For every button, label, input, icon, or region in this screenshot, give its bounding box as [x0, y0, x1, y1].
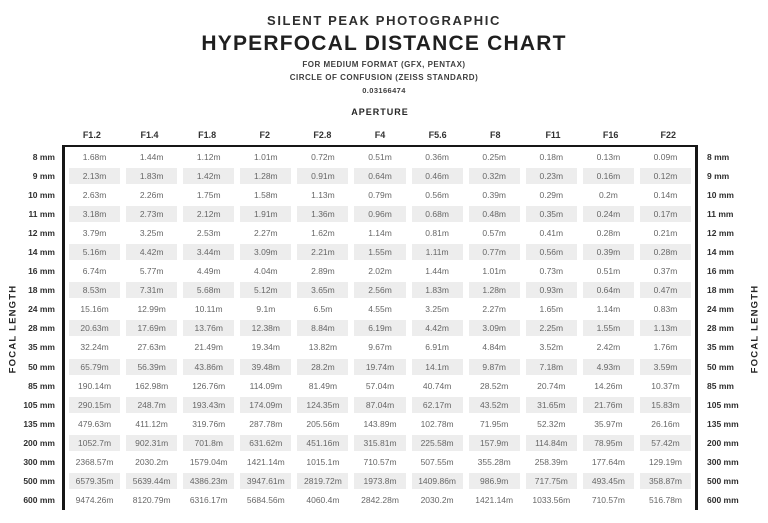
row-label: 14 mm: [707, 247, 734, 258]
table-cell: 2030.2m: [420, 495, 454, 506]
table-cell: 319.76m: [192, 418, 226, 429]
subtitle-coc: CIRCLE OF CONFUSION (ZEISS STANDARD): [289, 73, 479, 82]
table-cell: 0.35m: [526, 206, 577, 222]
table-cell: 9.67m: [368, 342, 392, 353]
table-cell: 27.63m: [137, 342, 166, 353]
table-cell: 1.44m: [139, 151, 164, 162]
table-row: [65, 453, 695, 472]
table-cell: 21.76m: [583, 397, 634, 413]
table-cell: 0.16m: [583, 168, 634, 184]
table-cell: 114.84m: [526, 435, 577, 451]
table-cell: 2819.72m: [297, 473, 348, 489]
table-cell: 1579.04m: [189, 457, 228, 468]
table-cell: 6579.35m: [69, 473, 120, 489]
table-cell: 0.28m: [596, 227, 621, 238]
row-label: 12 mm: [707, 227, 734, 238]
table-cell: 19.34m: [251, 342, 280, 353]
table-cell: 7.31m: [126, 282, 177, 298]
table-cell: 162.98m: [135, 380, 169, 391]
aperture-header-row: [62, 125, 698, 145]
row-label: 105 mm: [707, 399, 739, 410]
table-cell: 710.57m: [363, 457, 397, 468]
table-cell: 0.57m: [482, 227, 507, 238]
focal-length-label-left: FOCAL LENGTH: [7, 284, 19, 374]
table-row: [65, 223, 695, 242]
table-cell: 3.79m: [82, 227, 107, 238]
table-cell: 2368.57m: [75, 457, 114, 468]
focal-length-axis-right: [742, 107, 768, 510]
table-cell: 15.16m: [80, 304, 109, 315]
table-cell: 4.84m: [482, 342, 507, 353]
table-cell: 1.13m: [640, 320, 691, 336]
row-label: 24 mm: [707, 304, 734, 315]
table-cell: 2.02m: [368, 266, 392, 277]
table-cell: 1.42m: [183, 168, 234, 184]
table-cell: 1.13m: [311, 189, 335, 200]
table-cell: 3.25m: [425, 304, 449, 315]
table-cell: 493.45m: [583, 473, 634, 489]
table-cell: 0.17m: [640, 206, 691, 222]
table-cell: 717.75m: [526, 473, 577, 489]
table-cell: 6.74m: [82, 266, 107, 277]
row-label: 8 mm: [707, 151, 730, 162]
aperture-col-header: F22: [660, 130, 676, 140]
row-label: 50 mm: [707, 361, 734, 372]
row-label: 9 mm: [707, 170, 730, 181]
table-cell: 0.36m: [425, 151, 449, 162]
table-cell: 0.18m: [539, 151, 564, 162]
table-cell: 2.27m: [482, 304, 507, 315]
table-row: [65, 147, 695, 166]
table-cell: 15.83m: [640, 397, 691, 413]
table-cell: 12.99m: [137, 304, 166, 315]
aperture-col-header: F4: [374, 130, 386, 140]
table-cell: 0.09m: [653, 151, 678, 162]
row-labels-left: [23, 107, 62, 510]
table-cell: 4.49m: [196, 266, 221, 277]
table-cell: 0.83m: [653, 304, 678, 315]
table-cell: 2.89m: [311, 266, 335, 277]
table-cell: 0.28m: [640, 244, 691, 260]
table-cell: 8.53m: [69, 282, 120, 298]
row-label: 10 mm: [707, 189, 734, 200]
table-cell: 3.25m: [139, 227, 164, 238]
table-cell: 28.52m: [480, 380, 509, 391]
table-cell: 0.72m: [311, 151, 335, 162]
table-cell: 114.09m: [249, 380, 283, 391]
table-row: [65, 204, 695, 223]
table-cell: 8.84m: [297, 320, 348, 336]
table-cell: 315.81m: [354, 435, 405, 451]
table-cell: 124.35m: [297, 397, 348, 413]
brand-title: SILENT PEAK PHOTOGRAPHIC: [267, 13, 501, 28]
table-cell: 56.39m: [126, 359, 177, 375]
table-cell: 1.01m: [254, 151, 278, 162]
table-row: [65, 281, 695, 300]
table-cell: 0.14m: [653, 189, 678, 200]
table-row: [65, 185, 695, 204]
table-cell: 4.42m: [412, 320, 463, 336]
table-cell: 10.37m: [651, 380, 680, 391]
table-cell: 13.82m: [308, 342, 338, 353]
table-cell: 411.12m: [135, 418, 168, 429]
table-cell: 0.91m: [297, 168, 348, 184]
subtitle-format: FOR MEDIUM FORMAT (GFX, PENTAX): [302, 60, 466, 69]
table-cell: 2842.28m: [361, 495, 399, 506]
table-cell: 2.56m: [354, 282, 405, 298]
table-cell: 0.96m: [354, 206, 405, 222]
row-label: 50 mm: [28, 361, 55, 372]
table-cell: 19.74m: [354, 359, 405, 375]
aperture-col-header: F8: [490, 130, 501, 140]
table-cell: 14.26m: [594, 380, 623, 391]
table-cell: 290.15m: [69, 397, 120, 413]
table-cell: 1033.56m: [532, 495, 571, 506]
table-cell: 21.49m: [194, 342, 223, 353]
labels-spacer: [698, 107, 742, 147]
table-cell: 0.13m: [596, 151, 621, 162]
table-cell: 0.73m: [539, 266, 564, 277]
table-cell: 2.53m: [196, 227, 221, 238]
table-cell: 0.79m: [368, 189, 392, 200]
row-label: 600 mm: [23, 495, 55, 506]
table-cell: 358.87m: [640, 473, 691, 489]
focal-length-axis-left: [0, 107, 26, 510]
row-label: 85 mm: [28, 380, 55, 391]
row-labels-right: [698, 107, 742, 510]
table-cell: 2.25m: [526, 320, 577, 336]
table-cell: 4.55m: [368, 304, 392, 315]
table-cell: 57.42m: [640, 435, 691, 451]
table-cell: 0.64m: [583, 282, 634, 298]
table-cell: 0.56m: [526, 244, 577, 260]
table-cell: 1.55m: [583, 320, 634, 336]
table-cell: 7.18m: [526, 359, 577, 375]
table-cell: 3.65m: [297, 282, 348, 298]
focal-length-label-right: FOCAL LENGTH: [749, 284, 761, 374]
table-cell: 9.87m: [469, 359, 520, 375]
table-cell: 1.83m: [126, 168, 177, 184]
table-cell: 190.14m: [78, 380, 112, 391]
masthead: [0, 0, 768, 95]
table-cell: 1421.14m: [246, 457, 285, 468]
table-cell: 2.21m: [297, 244, 348, 260]
row-label: 28 mm: [707, 323, 734, 334]
table-cell: 1.14m: [596, 304, 621, 315]
table-cell: 52.32m: [537, 418, 566, 429]
table-cell: 1.28m: [469, 282, 520, 298]
row-label: 85 mm: [707, 380, 734, 391]
aperture-col-header: F11: [545, 130, 561, 140]
aperture-col-header: F1.4: [140, 130, 159, 140]
table-cell: 1.76m: [653, 342, 678, 353]
aperture-label: APERTURE: [351, 107, 409, 117]
table-cell: 28.2m: [297, 359, 348, 375]
row-label: 35 mm: [707, 342, 734, 353]
table-cell: 1.65m: [539, 304, 564, 315]
table-cell: 0.68m: [412, 206, 463, 222]
table-cell: 8120.79m: [132, 495, 171, 506]
table-cell: 78.95m: [583, 435, 634, 451]
row-label: 24 mm: [28, 304, 55, 315]
coc-value: 0.03166474: [362, 86, 406, 95]
table-cell: 1.91m: [240, 206, 291, 222]
table-cell: 0.37m: [653, 266, 678, 277]
table-cell: 13.76m: [183, 320, 234, 336]
table-cell: 248.7m: [126, 397, 177, 413]
table-cell: 3.18m: [69, 206, 120, 222]
table-cell: 0.64m: [354, 168, 405, 184]
table-cell: 1973.8m: [354, 473, 405, 489]
table-cell: 0.21m: [653, 227, 678, 238]
table-cell: 3.09m: [469, 320, 520, 336]
table-cell: 355.28m: [477, 457, 511, 468]
table-row: [65, 433, 695, 452]
table-row: [65, 319, 695, 338]
table-cell: 205.56m: [306, 418, 340, 429]
row-label: 35 mm: [28, 342, 55, 353]
table-cell: 3.59m: [640, 359, 691, 375]
row-label: 135 mm: [707, 418, 739, 429]
table-cell: 1.01m: [482, 266, 507, 277]
table-cell: 14.1m: [412, 359, 463, 375]
table-cell: 0.12m: [640, 168, 691, 184]
table-cell: 4.04m: [254, 266, 278, 277]
table-cell: 0.32m: [469, 168, 520, 184]
table-row: [65, 414, 695, 433]
row-label: 9 mm: [32, 170, 55, 181]
table-cell: 2.13m: [69, 168, 120, 184]
table-cell: 12.38m: [240, 320, 291, 336]
table-cell: 2.73m: [126, 206, 177, 222]
table-cell: 4386.23m: [183, 473, 234, 489]
table-row: [65, 300, 695, 319]
table-cell: 0.46m: [412, 168, 463, 184]
table-cell: 174.09m: [240, 397, 291, 413]
table-cell: 6.19m: [354, 320, 405, 336]
table-cell: 0.93m: [526, 282, 577, 298]
table-cell: 1.14m: [368, 227, 392, 238]
table-cell: 1.36m: [297, 206, 348, 222]
row-label: 14 mm: [28, 247, 55, 258]
table-cell: 1.75m: [196, 189, 221, 200]
table-cell: 1.44m: [425, 266, 449, 277]
table-cell: 126.76m: [192, 380, 226, 391]
table-cell: 2.42m: [596, 342, 621, 353]
table-cell: 4.93m: [583, 359, 634, 375]
table-cell: 1.55m: [354, 244, 405, 260]
table-cell: 20.63m: [69, 320, 120, 336]
row-label: 12 mm: [28, 227, 55, 238]
table-cell: 1.11m: [412, 244, 463, 260]
row-label: 8 mm: [32, 151, 55, 162]
data-rows-frame: [62, 145, 698, 510]
table-cell: 451.16m: [297, 435, 348, 451]
hyperfocal-table: [0, 107, 768, 510]
table-cell: 0.47m: [640, 282, 691, 298]
table-cell: 6.5m: [313, 304, 333, 315]
aperture-col-header: F1.8: [198, 130, 217, 140]
table-cell: 0.39m: [583, 244, 634, 260]
row-label: 105 mm: [23, 399, 55, 410]
table-cell: 5.77m: [139, 266, 164, 277]
table-cell: 0.25m: [482, 151, 507, 162]
table-cell: 0.24m: [583, 206, 634, 222]
table-cell: 40.74m: [422, 380, 452, 391]
table-cell: 5.68m: [183, 282, 234, 298]
table-cell: 2.12m: [183, 206, 234, 222]
table-cell: 35.97m: [594, 418, 623, 429]
table-cell: 81.49m: [308, 380, 338, 391]
table-cell: 20.74m: [537, 380, 566, 391]
table-row: [65, 338, 695, 357]
table-cell: 62.17m: [412, 397, 463, 413]
table-cell: 6.91m: [425, 342, 449, 353]
table-cell: 2.27m: [254, 227, 278, 238]
table-cell: 9.1m: [256, 304, 276, 315]
table-cell: 26.16m: [651, 418, 680, 429]
table-cell: 57.04m: [365, 380, 395, 391]
table-cell: 129.19m: [648, 457, 683, 468]
table-cell: 43.86m: [183, 359, 234, 375]
table-cell: 1015.1m: [306, 457, 340, 468]
table-cell: 71.95m: [480, 418, 509, 429]
table-cell: 0.2m: [598, 189, 618, 200]
labels-spacer: [26, 107, 62, 147]
table-row: [65, 376, 695, 395]
table-cell: 258.39m: [534, 457, 568, 468]
row-label: 16 mm: [707, 266, 734, 277]
row-label: 18 mm: [28, 285, 55, 296]
table-data-column: [62, 107, 698, 510]
table-cell: 102.78m: [420, 418, 454, 429]
table-row: [65, 242, 695, 261]
table-cell: 87.04m: [354, 397, 405, 413]
table-cell: 3947.61m: [240, 473, 291, 489]
row-label: 200 mm: [23, 437, 55, 448]
table-cell: 902.31m: [126, 435, 177, 451]
table-row: [65, 472, 695, 491]
table-cell: 43.52m: [469, 397, 520, 413]
table-row: [65, 262, 695, 281]
table-cell: 225.58m: [412, 435, 463, 451]
table-cell: 701.8m: [183, 435, 234, 451]
table-cell: 507.55m: [420, 457, 454, 468]
row-label: 500 mm: [23, 476, 55, 487]
table-cell: 143.89m: [363, 418, 397, 429]
table-cell: 9474.26m: [75, 495, 114, 506]
table-cell: 516.78m: [648, 495, 683, 506]
table-cell: 3.44m: [183, 244, 234, 260]
table-cell: 0.77m: [469, 244, 520, 260]
row-label: 18 mm: [707, 285, 734, 296]
table-cell: 2.26m: [139, 189, 164, 200]
table-cell: 1.12m: [196, 151, 221, 162]
row-label: 300 mm: [23, 457, 55, 468]
table-cell: 710.57m: [591, 495, 625, 506]
aperture-col-header: F5.6: [428, 130, 447, 140]
table-cell: 479.63m: [78, 418, 112, 429]
aperture-col-header: F16: [602, 130, 619, 140]
row-label: 300 mm: [707, 457, 739, 468]
aperture-col-header: F2: [259, 130, 270, 140]
table-cell: 39.48m: [240, 359, 291, 375]
table-cell: 17.69m: [126, 320, 177, 336]
table-cell: 0.39m: [482, 189, 507, 200]
table-cell: 193.43m: [183, 397, 234, 413]
table-cell: 0.81m: [425, 227, 449, 238]
table-cell: 3.09m: [240, 244, 291, 260]
row-label: 11 mm: [28, 208, 55, 219]
row-label: 200 mm: [707, 437, 739, 448]
aperture-col-header: F1.2: [82, 130, 101, 140]
table-cell: 1.68m: [82, 151, 107, 162]
row-label: 600 mm: [707, 495, 739, 506]
table-cell: 1.28m: [240, 168, 291, 184]
table-cell: 986.9m: [469, 473, 520, 489]
row-label: 10 mm: [28, 189, 55, 200]
table-cell: 0.51m: [368, 151, 392, 162]
table-cell: 1.58m: [254, 189, 278, 200]
table-cell: 1.83m: [412, 282, 463, 298]
table-cell: 10.11m: [194, 304, 223, 315]
table-cell: 4.42m: [126, 244, 177, 260]
table-cell: 3.52m: [539, 342, 564, 353]
row-label: 135 mm: [23, 418, 55, 429]
table-cell: 0.29m: [539, 189, 564, 200]
table-cell: 65.79m: [69, 359, 120, 375]
page-title: HYPERFOCAL DISTANCE CHART: [201, 32, 567, 55]
table-cell: 1052.7m: [69, 435, 120, 451]
table-cell: 31.65m: [526, 397, 577, 413]
table-cell: 4060.4m: [306, 495, 340, 506]
table-cell: 6316.17m: [189, 495, 228, 506]
aperture-col-header: F2.8: [313, 130, 332, 140]
table-cell: 1409.86m: [412, 473, 463, 489]
table-cell: 5.12m: [240, 282, 291, 298]
table-row: [65, 395, 695, 414]
table-cell: 0.51m: [596, 266, 621, 277]
table-cell: 5684.56m: [246, 495, 285, 506]
table-cell: 0.23m: [526, 168, 577, 184]
table-cell: 2.63m: [82, 189, 107, 200]
table-cell: 32.24m: [80, 342, 109, 353]
table-cell: 631.62m: [240, 435, 291, 451]
table-cell: 287.78m: [249, 418, 283, 429]
table-cell: 0.41m: [539, 227, 564, 238]
table-cell: 2030.2m: [135, 457, 169, 468]
row-label: 11 mm: [707, 208, 734, 219]
row-label: 28 mm: [28, 323, 55, 334]
row-label: 16 mm: [28, 266, 55, 277]
table-cell: 5639.44m: [126, 473, 177, 489]
table-cell: 0.56m: [425, 189, 449, 200]
table-row: [65, 491, 695, 510]
table-row: [65, 166, 695, 185]
table-cell: 0.48m: [469, 206, 520, 222]
row-label: 500 mm: [707, 476, 739, 487]
table-cell: 1421.14m: [475, 495, 514, 506]
table-cell: 5.16m: [69, 244, 120, 260]
table-cell: 1.62m: [311, 227, 335, 238]
table-cell: 157.9m: [469, 435, 520, 451]
table-cell: 177.64m: [591, 457, 625, 468]
table-row: [65, 357, 695, 376]
